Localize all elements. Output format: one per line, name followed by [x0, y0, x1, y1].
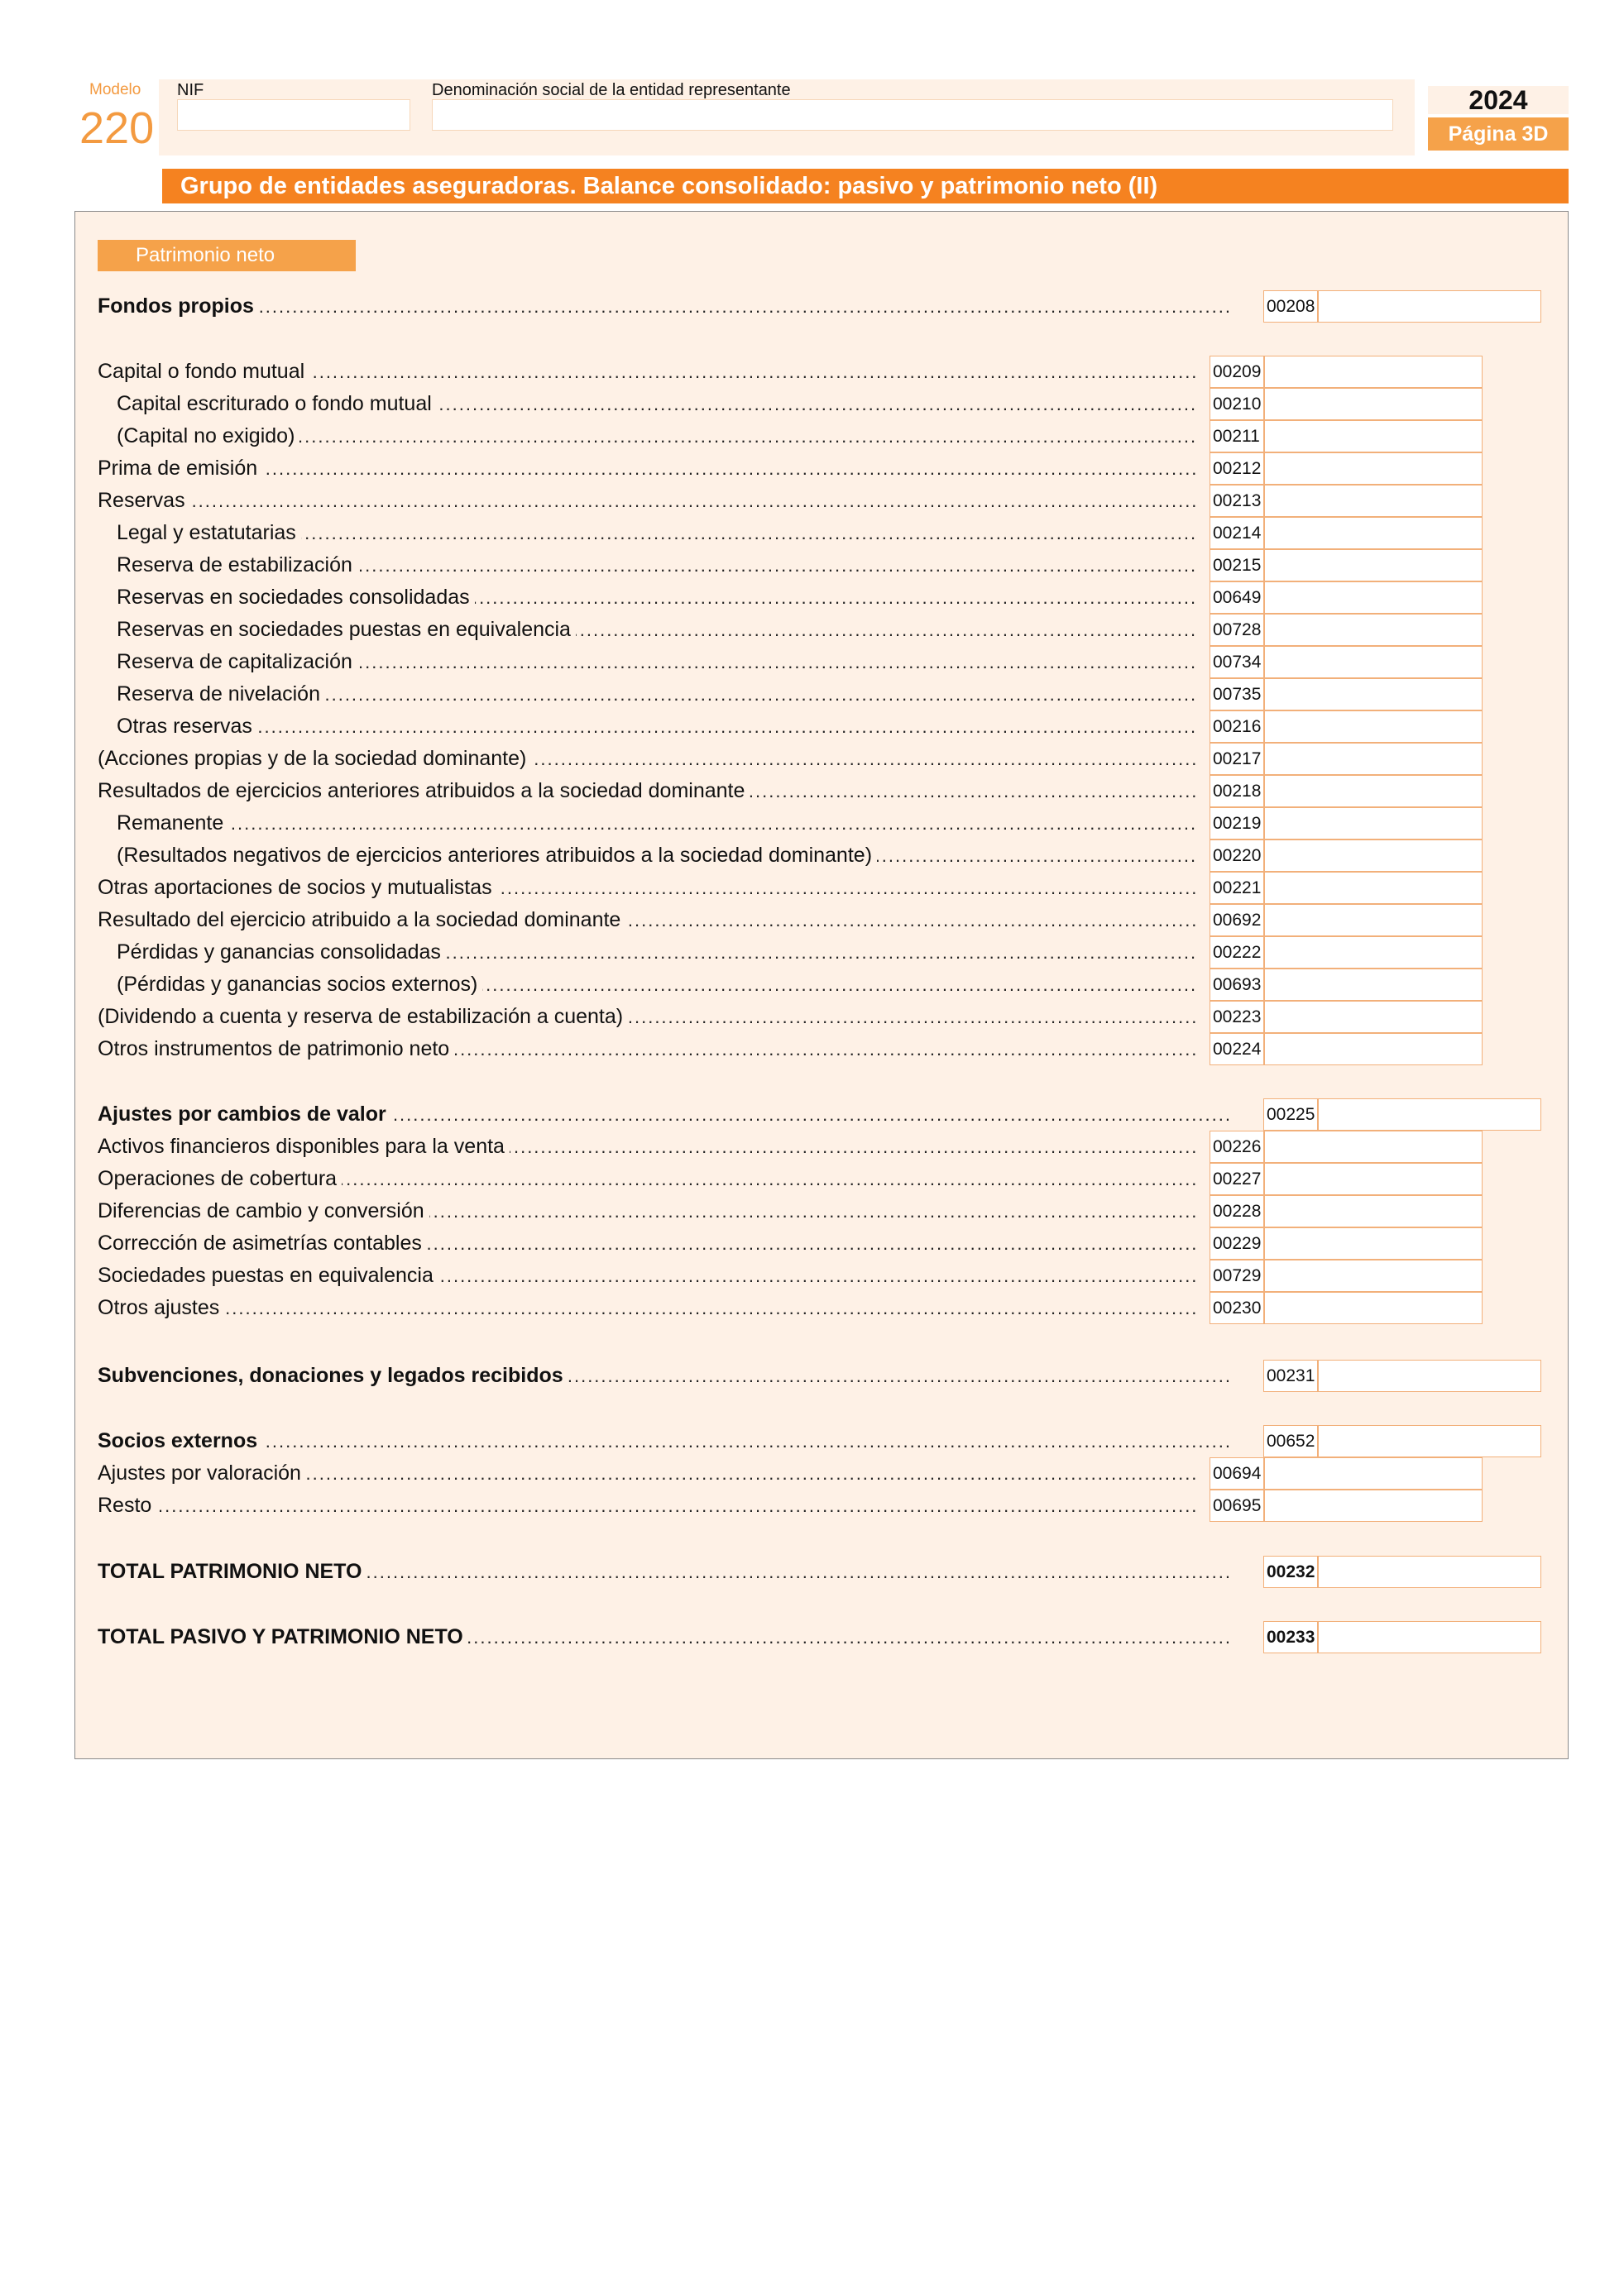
row-label: Reserva de capitalización: [117, 646, 357, 678]
amount-input[interactable]: [1264, 969, 1483, 1001]
form-row-reservas: [0, 485, 1624, 517]
amount-input[interactable]: [1264, 710, 1483, 743]
form-row-operaciones-cobertura: [0, 1163, 1624, 1195]
box-code: 00217: [1210, 743, 1264, 775]
box-code: 00224: [1210, 1033, 1264, 1065]
row-label: Subvenciones, donaciones y legados recibidos: [98, 1360, 568, 1392]
row-label: Reserva de nivelación: [117, 678, 325, 710]
amount-input[interactable]: [1264, 1227, 1483, 1260]
box-code: 00220: [1210, 839, 1264, 872]
amount-input[interactable]: [1318, 1360, 1541, 1392]
denominacion-label: Denominación social de la entidad representante: [432, 81, 791, 99]
row-label: Legal y estatutarias: [117, 517, 301, 549]
box-code: 00228: [1210, 1195, 1264, 1227]
form-row-dividendo-cuenta: [0, 1001, 1624, 1033]
box-code: 00229: [1210, 1227, 1264, 1260]
amount-input[interactable]: [1318, 1556, 1541, 1588]
form-row-total-patrimonio-neto: [0, 1556, 1624, 1588]
form-row-otras-aportaciones: [0, 872, 1624, 904]
form-row-legal-estatutarias: [0, 517, 1624, 549]
box-code: 00649: [1210, 581, 1264, 614]
form-row-resultados-anteriores: [0, 775, 1624, 807]
box-code: 00230: [1210, 1292, 1264, 1324]
row-label: (Pérdidas y ganancias socios externos): [117, 969, 482, 1001]
amount-input[interactable]: [1264, 839, 1483, 872]
leader-dots: [98, 1425, 1233, 1457]
box-code: 00227: [1210, 1163, 1264, 1195]
amount-input[interactable]: [1264, 549, 1483, 581]
row-label: Reserva de estabilización: [117, 549, 357, 581]
amount-input[interactable]: [1264, 1195, 1483, 1227]
form-row-otros-ajustes: [0, 1292, 1624, 1324]
year-badge: 2024: [1428, 86, 1569, 114]
box-code: 00231: [1263, 1360, 1318, 1392]
form-row-socios-externos: [0, 1425, 1624, 1457]
box-code: 00694: [1210, 1457, 1264, 1490]
form-row-reservas-consolidadas: [0, 581, 1624, 614]
row-label: (Resultados negativos de ejercicios anteriores atribuidos a la sociedad dominante): [117, 839, 877, 872]
form-row-sociedades-equivalencia: [0, 1260, 1624, 1292]
form-row-reserva-capitalizacion: [0, 646, 1624, 678]
row-label: Pérdidas y ganancias consolidadas: [117, 936, 446, 969]
amount-input[interactable]: [1318, 290, 1541, 323]
form-row-reserva-estabilizacion: [0, 549, 1624, 581]
box-code: 00232: [1263, 1556, 1318, 1588]
box-code: 00210: [1210, 388, 1264, 420]
box-code: 00215: [1210, 549, 1264, 581]
row-label: TOTAL PASIVO Y PATRIMONIO NETO: [98, 1621, 468, 1653]
page-badge: Página 3D: [1428, 117, 1569, 151]
box-code: 00734: [1210, 646, 1264, 678]
row-label: Resto: [98, 1490, 156, 1522]
row-label: Activos financieros disponibles para la venta: [98, 1131, 510, 1163]
leader-dots: [98, 1490, 1196, 1522]
row-label: Fondos propios: [98, 290, 259, 323]
row-label: TOTAL PATRIMONIO NETO: [98, 1556, 366, 1588]
form-row-ajustes-cambios-valor: [0, 1098, 1624, 1131]
amount-input[interactable]: [1264, 581, 1483, 614]
row-label: Diferencias de cambio y conversión: [98, 1195, 429, 1227]
row-label: (Acciones propias y de la sociedad dominante): [98, 743, 531, 775]
leader-dots: [98, 1292, 1196, 1324]
box-code: 00233: [1263, 1621, 1318, 1653]
box-code: 00222: [1210, 936, 1264, 969]
nif-label: NIF: [177, 81, 204, 99]
box-code: 00212: [1210, 452, 1264, 485]
form-row-total-pasivo-patrimonio: [0, 1621, 1624, 1653]
box-code: 00735: [1210, 678, 1264, 710]
amount-input[interactable]: [1318, 1621, 1541, 1653]
leader-dots: [117, 807, 1196, 839]
amount-input[interactable]: [1264, 646, 1483, 678]
nif-input[interactable]: [177, 99, 410, 131]
box-code: 00226: [1210, 1131, 1264, 1163]
amount-input[interactable]: [1264, 1490, 1483, 1522]
form-row-otros-instrumentos: [0, 1033, 1624, 1065]
amount-input[interactable]: [1264, 420, 1483, 452]
row-label: Socios externos: [98, 1425, 262, 1457]
row-label: Sociedades puestas en equivalencia: [98, 1260, 438, 1292]
row-label: Resultados de ejercicios anteriores atribuidos a la sociedad dominante: [98, 775, 750, 807]
amount-input[interactable]: [1264, 1292, 1483, 1324]
row-label: Otras aportaciones de socios y mutualistas: [98, 872, 497, 904]
amount-input[interactable]: [1264, 452, 1483, 485]
box-code: 00693: [1210, 969, 1264, 1001]
box-code: 00225: [1263, 1098, 1318, 1131]
row-label: Remanente: [117, 807, 228, 839]
row-label: Reservas: [98, 485, 190, 517]
box-code: 00221: [1210, 872, 1264, 904]
box-code: 00729: [1210, 1260, 1264, 1292]
amount-input[interactable]: [1264, 743, 1483, 775]
box-code: 00208: [1263, 290, 1318, 323]
row-label: (Dividendo a cuenta y reserva de estabilización a cuenta): [98, 1001, 628, 1033]
box-code: 00219: [1210, 807, 1264, 839]
row-label: Otras reservas: [117, 710, 257, 743]
row-label: Reservas en sociedades consolidadas: [117, 581, 475, 614]
leader-dots: [98, 452, 1196, 485]
form-row-remanente: [0, 807, 1624, 839]
amount-input[interactable]: [1264, 356, 1483, 388]
form-row-subvenciones: [0, 1360, 1624, 1392]
subsection-tag: Patrimonio neto: [98, 240, 356, 271]
amount-input[interactable]: [1264, 1260, 1483, 1292]
box-code: 00209: [1210, 356, 1264, 388]
form-row-resultados-negativos: [0, 839, 1624, 872]
amount-input[interactable]: [1264, 517, 1483, 549]
row-label: Capital o fondo mutual: [98, 356, 309, 388]
form-row-resultado-ejercicio: [0, 904, 1624, 936]
box-code: 00692: [1210, 904, 1264, 936]
leader-dots: [98, 485, 1196, 517]
form-row-capital-escriturado: [0, 388, 1624, 420]
amount-input[interactable]: [1318, 1098, 1541, 1131]
amount-input[interactable]: [1264, 872, 1483, 904]
amount-input[interactable]: [1264, 678, 1483, 710]
form-row-ajustes-valoracion: [0, 1457, 1624, 1490]
amount-input[interactable]: [1264, 936, 1483, 969]
row-label: Ajustes por valoración: [98, 1457, 306, 1490]
row-label: Resultado del ejercicio atribuido a la sociedad dominante: [98, 904, 625, 936]
form-row-capital: [0, 356, 1624, 388]
denominacion-input[interactable]: [432, 99, 1393, 131]
amount-input[interactable]: [1318, 1425, 1541, 1457]
row-label: Reservas en sociedades puestas en equivalencia: [117, 614, 576, 646]
box-code: 00652: [1263, 1425, 1318, 1457]
box-code: 00214: [1210, 517, 1264, 549]
form-row-reserva-nivelacion: [0, 678, 1624, 710]
amount-input[interactable]: [1264, 388, 1483, 420]
form-row-pyg-consolidadas: [0, 936, 1624, 969]
form-row-prima-emision: [0, 452, 1624, 485]
box-code: 00218: [1210, 775, 1264, 807]
row-label: Prima de emisión: [98, 452, 262, 485]
box-code: 00216: [1210, 710, 1264, 743]
row-label: Capital escriturado o fondo mutual: [117, 388, 437, 420]
modelo-number: 220: [79, 103, 155, 153]
form-row-pyg-socios-externos: [0, 969, 1624, 1001]
row-label: Operaciones de cobertura: [98, 1163, 342, 1195]
box-code: 00728: [1210, 614, 1264, 646]
box-code: 00223: [1210, 1001, 1264, 1033]
form-row-reservas-equivalencia: [0, 614, 1624, 646]
form-row-diferencias-cambio: [0, 1195, 1624, 1227]
form-row-acciones-propias: [0, 743, 1624, 775]
row-label: Otros instrumentos de patrimonio neto: [98, 1033, 454, 1065]
section-title: Grupo de entidades aseguradoras. Balance consolidado: pasivo y patrimonio neto (II): [162, 169, 1569, 203]
amount-input[interactable]: [1264, 614, 1483, 646]
box-code: 00213: [1210, 485, 1264, 517]
modelo-label: Modelo: [89, 81, 141, 98]
form-row-capital-no-exigido: [0, 420, 1624, 452]
form-row-activos-disponibles: [0, 1131, 1624, 1163]
form-row-resto: [0, 1490, 1624, 1522]
amount-input[interactable]: [1264, 485, 1483, 517]
box-code: 00695: [1210, 1490, 1264, 1522]
form-row-correccion-asimetrias: [0, 1227, 1624, 1260]
row-label: Corrección de asimetrías contables: [98, 1227, 427, 1260]
amount-input[interactable]: [1264, 904, 1483, 936]
row-label: Otros ajustes: [98, 1292, 224, 1324]
leader-dots: [117, 710, 1196, 743]
amount-input[interactable]: [1264, 1033, 1483, 1065]
row-label: (Capital no exigido): [117, 420, 299, 452]
row-label: Ajustes por cambios de valor: [98, 1098, 391, 1131]
form-row-fondos-propios: [0, 290, 1624, 323]
amount-input[interactable]: [1264, 807, 1483, 839]
amount-input[interactable]: [1264, 1001, 1483, 1033]
amount-input[interactable]: [1264, 1131, 1483, 1163]
box-code: 00211: [1210, 420, 1264, 452]
form-row-otras-reservas: [0, 710, 1624, 743]
leader-dots: [98, 290, 1233, 323]
amount-input[interactable]: [1264, 775, 1483, 807]
amount-input[interactable]: [1264, 1457, 1483, 1490]
amount-input[interactable]: [1264, 1163, 1483, 1195]
